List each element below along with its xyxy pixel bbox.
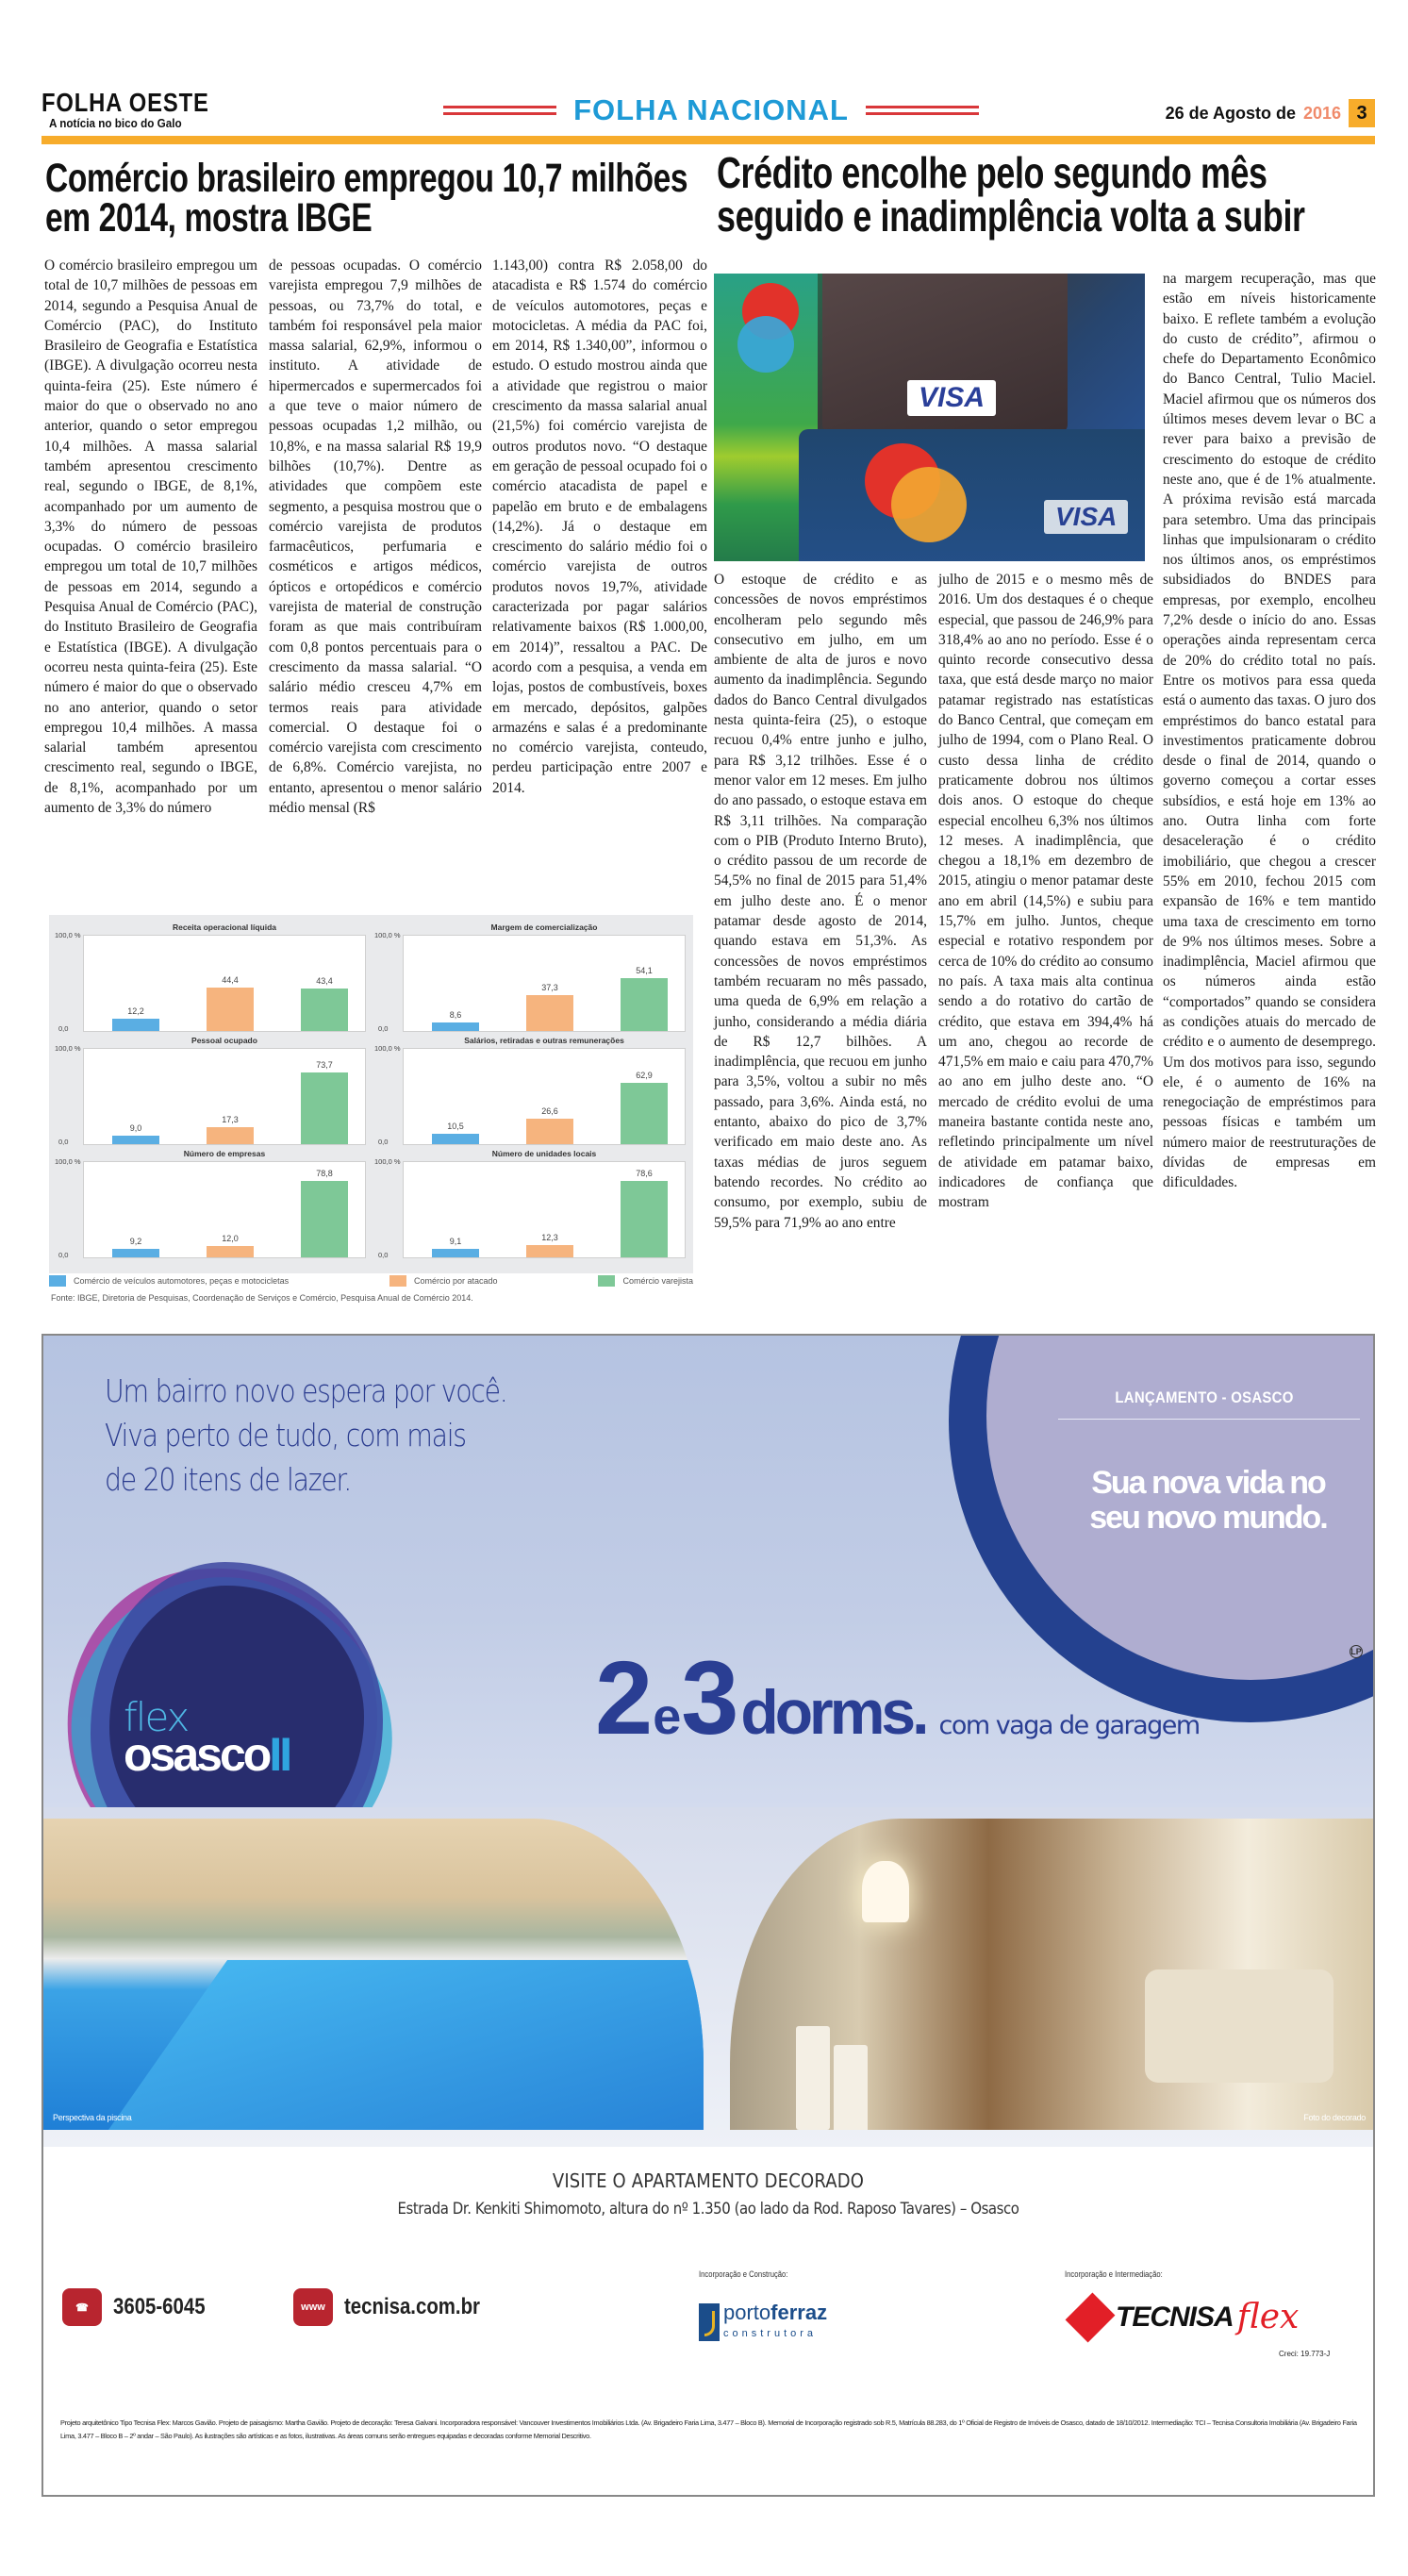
dining-chair	[796, 2026, 830, 2130]
bar-value-label: 12,3	[541, 1233, 558, 1243]
bar	[112, 1136, 159, 1144]
article-credit-col-2: julho de 2015 e o mesmo mês de 2016. Um dos destaques é o cheque especial, que passou de 246,9% para 318,4% ao ano no período. Esse é o quinto recorde consecutivo dessa taxa, que está desde março no maior patamar registrado nas estatísticas do Banco Central, que começam em julho de 1994, com o Plano Real. O custo dessa linha de crédito praticamente dobrou nos últimos dois anos. O estoque do cheque especial encolheu 6,3% nos últimos 12 meses. A inadimplência, que chegou a 18,1% em dezembro de 2015, atingiu o menor patamar deste ano em abril (14,5%) e subiu para 15,7% em julho. Juntos, cheque especial e rotativo respondem por cerca de 10% do crédito ao consumo no país. A taxa mais alta continua sendo a do rotativo do cartão de crédito, que estava em 394,4% há um ano, chegou ao recorde de 471,5% em maio e caiu para 470,7% ao ano em julho deste ano. “O mercado de crédito evolui de uma maneira bastante contida neste ano, refletindo principalmente um nível de atividade em patamar baixo, indicadores de confiança que mostram	[938, 572, 1153, 1211]
bar-value-label: 37,3	[541, 982, 558, 992]
bar-value-label: 26,6	[541, 1105, 558, 1116]
bar-value-label: 44,4	[222, 975, 239, 986]
bar	[621, 1083, 668, 1144]
tecnisa-diamond-icon	[1066, 2292, 1116, 2342]
y-tick-label: 100,0 %	[374, 1157, 401, 1166]
ad-copy-line-2: Viva perto de tudo, com mais	[105, 1417, 466, 1454]
plot-area	[403, 1161, 686, 1258]
portoferraz-logo	[699, 2302, 827, 2341]
y-tick-label: 0,0	[378, 1024, 389, 1033]
mini-chart	[55, 922, 366, 1034]
dorms-number-3: 3	[681, 1640, 736, 1756]
bar	[621, 978, 668, 1031]
phone-number: 3605-6045	[113, 2294, 206, 2319]
legend-label: Comércio varejista	[622, 1276, 693, 1286]
tecnisa-flex-script: flex	[1236, 2298, 1300, 2336]
chart-title: Número de unidades locais	[491, 1149, 597, 1158]
mini-chart	[55, 1036, 366, 1147]
mastercard-yellow-circle-icon	[891, 467, 967, 542]
plot-area	[403, 1048, 686, 1145]
legend-item	[389, 1275, 498, 1287]
y-tick-label: 0,0	[378, 1138, 389, 1146]
logo-flex-text: flex	[124, 1694, 189, 1740]
section-name: FOLHA NACIONAL	[573, 93, 849, 126]
bar	[301, 1072, 348, 1144]
plot-area	[403, 935, 686, 1032]
bar	[432, 1249, 479, 1257]
mini-chart	[374, 1149, 686, 1260]
tecnisa-flex-logo	[1074, 2298, 1299, 2336]
bar-value-label: 43,4	[316, 976, 333, 987]
date-text: 26 de Agosto de	[1165, 103, 1296, 123]
ibge-chart-panel	[49, 915, 693, 1273]
bar	[621, 1181, 668, 1257]
phone-contact[interactable]	[62, 2288, 222, 2326]
y-tick-label: 0,0	[58, 1138, 69, 1146]
legal-disclaimer: Projeto arquitetônico Tipo Tecnisa Flex: Marcos Gavião. Projeto de paisagismo: Martha Gavião. Projeto de decoração: Teresa Galvani. Incorporadora responsável: Vancouver Investimentos Imobiliários Ltda. (Av. Brigadeiro Faria Lima, 3.477 – Bloco B). Memorial de Incorporação registrado sob R.5, Matrícula 88.283, do 1º Oficial de Registro de Imóveis de Osasco, datado de 18/10/2012. Intermediação: TCI – Tecnisa Consultoria Imobiliária (Av. Brigadeiro Faria Lima, 3.477 – Bloco B – 2º andar – São Paulo). As ilustrações são artísticas e as fotos, ilustrativas. As áreas comuns serão entregues equipadas e decoradas conforme Memorial Descritivo.	[60, 2418, 1357, 2440]
y-tick-label: 100,0 %	[55, 1044, 81, 1053]
bar	[112, 1249, 159, 1257]
newspaper-brand[interactable]	[41, 90, 239, 130]
bar-value-label: 12,0	[222, 1233, 239, 1243]
mini-chart	[55, 1149, 366, 1260]
visit-title: VISITE O APARTAMENTO DECORADO	[552, 2169, 865, 2192]
visa-logo: VISA	[907, 380, 996, 416]
decorated-room-photo	[730, 1819, 1375, 2130]
dining-chair	[834, 2045, 868, 2130]
portoferraz-mark-icon	[699, 2303, 720, 2341]
ad-copy-line-3: de 20 itens de lazer.	[105, 1461, 352, 1498]
sofa	[1145, 1969, 1333, 2083]
portoferraz-name-a: porto	[723, 2301, 771, 2324]
bar	[207, 1246, 254, 1257]
masthead	[41, 90, 1375, 137]
ad-footer	[43, 2147, 1373, 2497]
plot-area	[83, 935, 366, 1032]
article-credit-col-1: O estoque de crédito e as concessões de novos empréstimos encolheram pelo segundo mês consecutivo em julho, em um ambiente de alta de juros e novo aumento da inadimplência. Segundo dados do Banco Central divulgados nesta quinta-feira (25), o estoque recuou 0,4% entre junho e julho, para R$ 3,12 trilhões. Esse é o menor valor em 12 meses. Em julho do ano passado, o estoque estava em R$ 3,11 trilhões. Na comparação com o PIB (Produto Interno Bruto), o crédito passou de um recorde de 54,5% no final de 2015 para 51,4% em julho deste ano. É o menor patamar desde agosto de 2014, quando estava em 51,3%. As concessões de novos empréstimos também recuaram no mês passado, uma queda de 6,9% em relação a junho, considerando a média diária de R$ 12,7 bilhões. A inadimplência, que recuou em junho para 3,5%, voltou a subir no mês passado, para 3,6%. Ainda está, no entanto, abaixo do pico de 3,7% verificado em maio deste ano. As taxas médias de juros seguem batendo recordes. No crédito ao consumo, por exemplo, subiu de 59,5% para 71,9% ao ano entre	[714, 572, 927, 1231]
bar	[207, 1127, 254, 1144]
bar-value-label: 78,8	[316, 1168, 333, 1178]
dorms-and: e	[653, 1688, 678, 1745]
legend-swatch	[49, 1275, 66, 1287]
chart-title: Pessoal ocupado	[191, 1036, 257, 1045]
tagline-line-1: Sua nova vida no	[1091, 1465, 1325, 1501]
ad-hero	[43, 1336, 1373, 1807]
y-tick-label: 0,0	[58, 1251, 69, 1259]
y-tick-label: 100,0 %	[374, 1044, 401, 1053]
bar	[526, 995, 573, 1031]
legend-swatch	[389, 1275, 406, 1287]
launch-divider	[1058, 1419, 1360, 1420]
bar	[432, 1022, 479, 1031]
www-icon: www	[293, 2288, 333, 2326]
bar	[526, 1119, 573, 1144]
decorative-rule-left	[443, 106, 556, 115]
article-commerce-col-1: O comércio brasileiro empregou um total de 10,7 milhões de pessoas em 2014, segundo a Pesquisa Anual de Comércio (PAC), do Instituto Brasileiro de Geografia e Estatística (IBGE). A divulgação ocorreu nesta quinta-feira (25). Este número é maior do que o observado no ano anterior, quando o setor empregou 10,4 milhões. A massa salarial também apresentou crescimento real, segundo o IBGE, de 8,1%, acompanhado por um aumento de 3,3% do número de pessoas ocupadas. O comércio brasileiro empregou um total de 10,7 milhões de pessoas em 2014, segundo a Pesquisa Anual de Comércio (PAC), do Instituto Brasileiro de Geografia e Estatística (IBGE). A divulgação ocorreu nesta quinta-feira (25). Este número é maior do que o observado no ano anterior, quando o setor empregou 10,4 milhões. A massa salarial também apresentou crescimento real, segundo o IBGE, de 8,1%, acompanhado por um aumento de 3,3% do número	[44, 258, 257, 817]
headline-credit: Crédito encolhe pelo segundo mês seguido e inadimplência volta a subir	[717, 148, 1305, 241]
logo-osasco-text	[124, 1727, 290, 1782]
bar-value-label: 9,2	[129, 1236, 142, 1246]
bar	[432, 1134, 479, 1144]
y-tick-label: 100,0 %	[374, 931, 401, 939]
date-year: 2016	[1302, 103, 1341, 123]
bar-value-label: 54,1	[636, 966, 653, 976]
creci-number: Creci: 19.773-J	[1279, 2350, 1331, 2358]
pool-photo	[43, 1819, 704, 2130]
bar-value-label: 62,9	[636, 1071, 653, 1081]
phone-icon: ☎	[62, 2288, 102, 2326]
dorms-word: dorms.	[740, 1677, 926, 1747]
dorms-number-2: 2	[595, 1640, 650, 1756]
partner1-label: Incorporação e Construção:	[699, 2269, 788, 2279]
ad-copy-line-1: Um bairro novo espera por você.	[105, 1372, 507, 1409]
brand-title: FOLHA OESTE	[41, 88, 209, 117]
chart-title: Receita operacional líquida	[172, 922, 277, 932]
bar-value-label: 12,2	[127, 1006, 144, 1017]
website-link[interactable]	[293, 2288, 504, 2326]
mini-chart	[374, 1036, 686, 1147]
page-number: 3	[1349, 99, 1375, 127]
ad-photos	[43, 1807, 1373, 2147]
tecnisa-name: TECNISA	[1116, 2301, 1234, 2333]
legend-item	[598, 1275, 693, 1287]
bar-value-label: 78,6	[636, 1169, 653, 1179]
logo-roman-two: II	[269, 1728, 290, 1781]
bar	[301, 1181, 348, 1257]
bar-value-label: 9,1	[449, 1236, 462, 1246]
pendant-lamp	[862, 1861, 909, 1922]
logo-osasco-word: osasco	[124, 1728, 270, 1781]
bar-value-label: 73,7	[316, 1060, 333, 1071]
bar	[526, 1245, 573, 1257]
credit-cards-photo	[714, 274, 1145, 561]
article-credit-col-3: na margem recuperação, mas que estão em níveis historicamente baixo. E reflete também a evolução do custo de crédito”, afirmou o chefe do Departamento Econômico do Banco Central, Tulio Maciel. Maciel afirmou que os números dos últimos meses devem levar o BC a rever para baixo a previsão de crescimento do estoque de crédito neste ano, que é de 1% atualmente. A próxima revisão está marcada para setembro. Uma das principais linhas que impulsionaram o crédito nos últimos anos, os empréstimos subsidiados do BNDES para empresas, por exemplo, encolheu 7,2% desde o início do ano. Essas operações ainda representam cerca de 20% do crédito total no país. Entre os motivos para essa queda está o aumento das taxas. O juro dos empréstimos do banco estatal para investimentos praticamente dobrou desde o final de 2014, quando o governo começou a cortar esses subsídios, e está hoje em 13% ao ano. Outra linha com forte desaceleração é o crédito imobiliário, que chegou a crescer 55% em 2010, fechou 2015 com expansão de 16% e tem mantido uma taxa de crescimento em torno de 9% nos últimos meses. Sobre a inadimplência, Maciel afirmou que os números ainda estão “comportados” quando se considera as condições atuais do mercado de crédito e o aumento de desemprego. Um dos motivos para isso, segundo ele, é o aumento de 16% na renegociação de empréstimos para pessoas físicas e também um número maior de reestruturações de dívidas de empresas em dificuldades.	[1163, 271, 1376, 1191]
ad-tagline	[1043, 1466, 1373, 1536]
decorative-rule-right	[866, 106, 979, 115]
portoferraz-sub: construtora	[723, 2328, 818, 2339]
portoferraz-name	[723, 2301, 827, 2324]
legend-swatch	[598, 1275, 615, 1287]
section-header	[372, 93, 1051, 127]
dateline	[1166, 99, 1375, 127]
bar-value-label: 8,6	[449, 1010, 462, 1021]
chart-legend	[49, 1275, 693, 1287]
partner2-label: Incorporação e Intermediação:	[1065, 2269, 1163, 2279]
brand-tagline: A notícia no bico do Galo	[49, 116, 182, 130]
visit-address: Estrada Dr. Kenkiti Shimomoto, altura do nº 1.350 (ao lado da Rod. Raposo Tavares) – Osasco	[397, 2200, 1019, 2219]
lp-badge-icon: LP	[1350, 1647, 1362, 1656]
headline-commerce: Comércio brasileiro empregou 10,7 milhões em 2014, mostra IBGE	[45, 156, 688, 241]
plot-area	[83, 1161, 366, 1258]
ad-headline-copy	[105, 1369, 506, 1502]
article-commerce-col-2: de pessoas ocupadas. O comércio varejista empregou 7,9 milhões de pessoas, ou 73,7% do total, e também foi responsável pela maior massa salarial, 62,9%, informou o instituto. A atividade de hipermercados e supermercados foi a que teve o maior número de pessoas ocupadas 1,2 milhão, ou 10,8%, e na massa salarial R$ 19,9 bilhões (10,7%). Dentre as atividades que compõem este segmento, a pesquisa mostrou que o comércio varejista de produtos farmacêuticos, perfumaria e cosméticos e artigos médicos, ópticos e ortopédicos e comércio varejista de material de construção foram as que mais contribuíram com 0,8 pontos percentuais para o crescimento da massa salarial. “O salário médio cresceu 4,7% em termos reais para atividade comercial. O destaque foi o comércio varejista com crescimento de 6,8%. Comércio varejista, no entanto, apresentou o menor salário médio mensal (R$	[269, 258, 482, 817]
real-estate-ad[interactable]	[41, 1334, 1375, 2497]
bar-value-label: 10,5	[447, 1122, 464, 1132]
card-logo-icon	[737, 316, 794, 373]
garage-text: com vaga de garagem	[938, 1711, 1200, 1740]
pool-caption: Perspectiva da piscina	[53, 2113, 132, 2122]
dorms-offer	[595, 1640, 1200, 1756]
bar	[301, 989, 348, 1031]
chart-title: Salários, retiradas e outras remunerações	[464, 1036, 624, 1045]
visa-logo-secondary: VISA	[1044, 500, 1128, 534]
article-commerce-col-3: 1.143,00) contra R$ 2.058,00 do atacadista e R$ 1.574 do comércio de veículos automotores, peças e motocicletas. A média da PAC foi, em 2014, R$ 1.340,00”, informou o estudo. O estudo mostrou ainda que a atividade que registrou o maior crescimento da massa salarial anual (21,5%) foi comércio varejista de outros produtos novo. “O destaque em geração de pessoal ocupado foi o comércio atacadista de papel e papelão em bruto e de embalagens (14,2%). Já o destaque em crescimento do salário médio foi o comércio varejista de outros produtos novos 19,7%, atividade caracterizada por pagar salários relativamente baixos (R$ 1.000,00, em 2014)”, ressaltou a PAC. De acordo com a pesquisa, a venda em lojas, postos de combustíveis, boxes em mercado, depósitos, galpões armazéns e salas é a predominante no comércio varejista, conteudo, perdeu participação entre 2007 e 2014.	[492, 258, 707, 796]
blue-card	[799, 429, 1145, 561]
pool-water	[43, 1960, 704, 2130]
bar	[207, 988, 254, 1031]
y-tick-label: 0,0	[58, 1024, 69, 1033]
chart-source: Fonte: IBGE, Diretoria de Pesquisas, Coordenação de Serviços e Comércio, Pesquisa Anual de Comércio 2014.	[51, 1293, 473, 1303]
website-url: tecnisa.com.br	[344, 2294, 480, 2319]
bar-value-label: 17,3	[222, 1115, 239, 1125]
chart-title: Margem de comercialização	[490, 922, 598, 932]
y-tick-label: 100,0 %	[55, 1157, 81, 1166]
legend-label: Comércio de veículos automotores, peças e motocicletas	[74, 1276, 290, 1286]
room-caption: Foto do decorado	[1303, 2113, 1366, 2122]
legend-label: Comércio por atacado	[414, 1276, 498, 1286]
launch-label: LANÇAMENTO - OSASCO	[1115, 1388, 1294, 1406]
y-tick-label: 100,0 %	[55, 931, 81, 939]
bar	[112, 1019, 159, 1031]
bar-value-label: 9,0	[129, 1122, 142, 1133]
mini-chart	[374, 922, 686, 1034]
header-divider	[41, 136, 1375, 144]
y-tick-label: 0,0	[378, 1251, 389, 1259]
legend-item	[49, 1275, 289, 1287]
portoferraz-name-b: ferraz	[770, 2301, 828, 2324]
chart-title: Número de empresas	[183, 1149, 266, 1158]
tagline-line-2: seu novo mundo.	[1089, 1500, 1327, 1536]
plot-area	[83, 1048, 366, 1145]
